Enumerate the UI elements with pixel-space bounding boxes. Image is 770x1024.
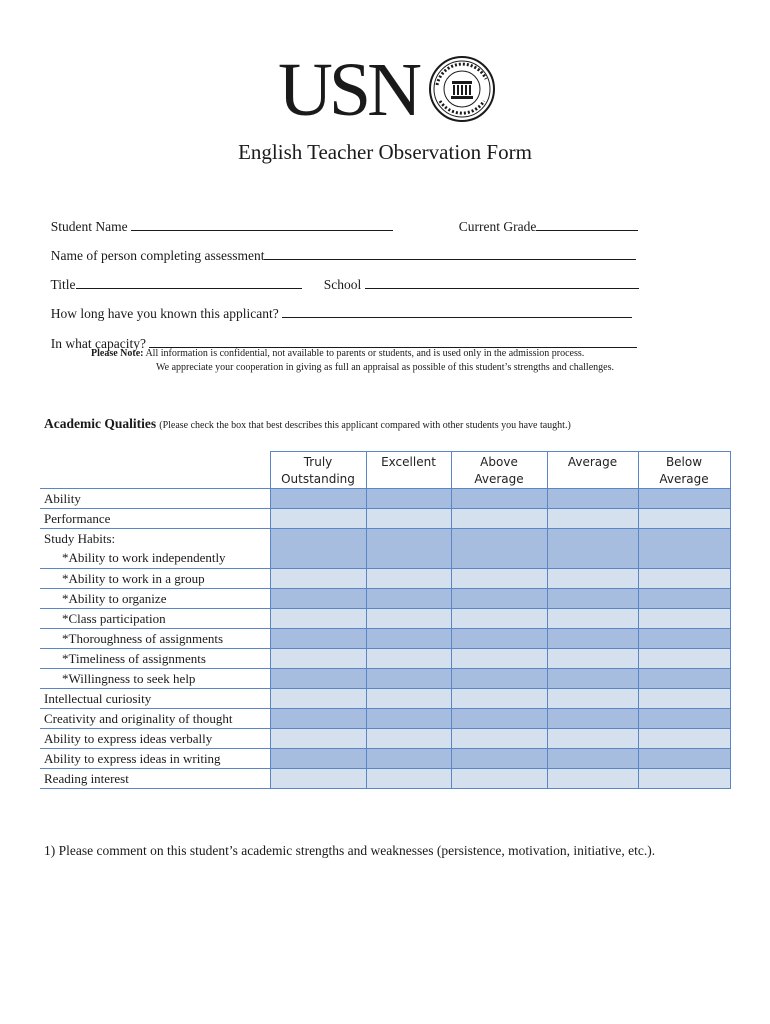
rating-checkbox-cell[interactable] (451, 709, 547, 729)
rating-checkbox-cell[interactable] (366, 689, 451, 709)
rating-checkbox-cell[interactable] (638, 649, 730, 669)
rating-checkbox-cell[interactable] (638, 529, 730, 569)
rating-checkbox-cell[interactable] (270, 709, 366, 729)
school-label: School (323, 277, 362, 292)
rating-checkbox-cell[interactable] (547, 649, 638, 669)
rating-checkbox-cell[interactable] (638, 629, 730, 649)
rating-checkbox-cell[interactable] (451, 569, 547, 589)
rating-checkbox-cell[interactable] (366, 529, 451, 569)
column-header: Excellent (366, 452, 451, 489)
rating-checkbox-cell[interactable] (366, 669, 451, 689)
column-header: Average (547, 452, 638, 489)
rating-checkbox-cell[interactable] (547, 589, 638, 609)
column-header: Above Average (451, 452, 547, 489)
row-label: *Willingness to seek help (40, 669, 270, 689)
academic-qualities-heading (44, 416, 571, 432)
rating-checkbox-cell[interactable] (451, 489, 547, 509)
table-row (40, 669, 730, 689)
known-how-long-label: How long have you known this applicant? (50, 306, 279, 321)
rating-checkbox-cell[interactable] (366, 629, 451, 649)
page-title: English Teacher Observation Form (238, 140, 532, 164)
row-label: Intellectual curiosity (40, 689, 270, 709)
rating-checkbox-cell[interactable] (366, 489, 451, 509)
rating-checkbox-cell[interactable] (366, 569, 451, 589)
rating-checkbox-cell[interactable] (547, 569, 638, 589)
table-row (40, 529, 730, 569)
rating-checkbox-cell[interactable] (638, 489, 730, 509)
rating-checkbox-cell[interactable] (638, 769, 730, 789)
table-row (40, 609, 730, 629)
rating-checkbox-cell[interactable] (547, 609, 638, 629)
rating-checkbox-cell[interactable] (638, 709, 730, 729)
rating-checkbox-cell[interactable] (366, 589, 451, 609)
rating-checkbox-cell[interactable] (270, 629, 366, 649)
academic-heading: Academic Qualities (44, 416, 157, 431)
table-row (40, 509, 730, 529)
table-row (40, 649, 730, 669)
rating-checkbox-cell[interactable] (270, 609, 366, 629)
column-header: Below Average (638, 452, 730, 489)
rating-checkbox-cell[interactable] (547, 509, 638, 529)
rating-checkbox-cell[interactable] (451, 529, 547, 569)
rating-checkbox-cell[interactable] (451, 729, 547, 749)
rating-checkbox-cell[interactable] (451, 769, 547, 789)
rating-checkbox-cell[interactable] (366, 649, 451, 669)
rating-checkbox-cell[interactable] (547, 689, 638, 709)
rating-checkbox-cell[interactable] (270, 649, 366, 669)
rating-checkbox-cell[interactable] (547, 769, 638, 789)
row-label: Ability to express ideas verbally (40, 729, 270, 749)
row-label: *Ability to organize (40, 589, 270, 609)
table-row (40, 629, 730, 649)
row-label: Performance (40, 509, 270, 529)
table-header-row (40, 452, 730, 489)
table-row (40, 489, 730, 509)
rating-checkbox-cell[interactable] (638, 689, 730, 709)
rating-checkbox-cell[interactable] (366, 609, 451, 629)
rating-checkbox-cell[interactable] (366, 509, 451, 529)
note-label: Please Note: (91, 348, 144, 359)
rating-checkbox-cell[interactable] (270, 749, 366, 769)
rating-checkbox-cell[interactable] (547, 489, 638, 509)
rating-checkbox-cell[interactable] (270, 589, 366, 609)
school-seal-icon (428, 55, 496, 123)
confidentiality-note (91, 347, 614, 375)
rating-checkbox-cell[interactable] (270, 729, 366, 749)
row-label: Ability to express ideas in writing (40, 749, 270, 769)
row-label: *Ability to work in a group (40, 569, 270, 589)
logo-letters: USN (278, 48, 419, 132)
rating-checkbox-cell[interactable] (547, 629, 638, 649)
rating-checkbox-cell[interactable] (547, 749, 638, 769)
rating-checkbox-cell[interactable] (547, 529, 638, 569)
table-row (40, 709, 730, 729)
rating-checkbox-cell[interactable] (638, 729, 730, 749)
title-label: Title (50, 277, 76, 292)
note-line-1: All information is confidential, not available to parents or students, and is used only in the admission process. (145, 348, 585, 359)
table-row (40, 589, 730, 609)
rating-checkbox-cell[interactable] (638, 669, 730, 689)
rating-checkbox-cell[interactable] (451, 649, 547, 669)
rating-checkbox-cell[interactable] (270, 669, 366, 689)
rating-checkbox-cell[interactable] (547, 669, 638, 689)
table-row (40, 569, 730, 589)
rating-checkbox-cell[interactable] (270, 569, 366, 589)
table-row (40, 729, 730, 749)
rating-checkbox-cell[interactable] (451, 629, 547, 649)
rating-checkbox-cell[interactable] (451, 749, 547, 769)
usn-logo (278, 48, 498, 132)
rating-checkbox-cell[interactable] (366, 749, 451, 769)
row-label: *Thoroughness of assignments (40, 629, 270, 649)
rating-checkbox-cell[interactable] (638, 569, 730, 589)
column-header: Truly Outstanding (270, 452, 366, 489)
note-line-2: We appreciate your cooperation in giving as full an appraisal as possible of this student’s strengths and challenges. (156, 362, 614, 373)
academic-qualities-table (40, 451, 731, 789)
rating-checkbox-cell[interactable] (270, 489, 366, 509)
rating-checkbox-cell[interactable] (547, 709, 638, 729)
rating-checkbox-cell[interactable] (451, 669, 547, 689)
rating-checkbox-cell[interactable] (270, 509, 366, 529)
rating-checkbox-cell[interactable] (451, 609, 547, 629)
row-label: *Timeliness of assignments (40, 649, 270, 669)
row-label: Ability (40, 489, 270, 509)
rating-checkbox-cell[interactable] (638, 609, 730, 629)
known-how-long-field[interactable] (44, 288, 632, 322)
rating-checkbox-cell[interactable] (638, 509, 730, 529)
rating-checkbox-cell[interactable] (451, 589, 547, 609)
question-1: 1) Please comment on this student’s academic strengths and weaknesses (persistence, motivation, initiative, etc.). (44, 843, 656, 858)
rating-checkbox-cell[interactable] (638, 589, 730, 609)
rating-checkbox-cell[interactable] (638, 749, 730, 769)
row-label: Reading interest (40, 769, 270, 789)
table-row (40, 689, 730, 709)
rating-checkbox-cell[interactable] (451, 509, 547, 529)
row-label: Creativity and originality of thought (40, 709, 270, 729)
current-grade-label: Current Grade (458, 219, 537, 234)
student-name-label: Student Name (50, 219, 128, 234)
rating-checkbox-cell[interactable] (366, 729, 451, 749)
table-row (40, 769, 730, 789)
row-label: Study Habits: *Ability to work independently (40, 529, 270, 569)
person-completing-label: Name of person completing assessment (50, 248, 265, 263)
table-row (40, 749, 730, 769)
rating-checkbox-cell[interactable] (270, 529, 366, 569)
rating-checkbox-cell[interactable] (451, 689, 547, 709)
rating-checkbox-cell[interactable] (547, 729, 638, 749)
rating-checkbox-cell[interactable] (270, 689, 366, 709)
row-label: *Class participation (40, 609, 270, 629)
academic-subheading: (Please check the box that best describes this applicant compared with other students you have taught.) (159, 420, 571, 431)
rating-checkbox-cell[interactable] (366, 709, 451, 729)
rating-checkbox-cell[interactable] (270, 769, 366, 789)
rating-checkbox-cell[interactable] (366, 769, 451, 789)
capacity-label: In what capacity? (50, 336, 146, 351)
